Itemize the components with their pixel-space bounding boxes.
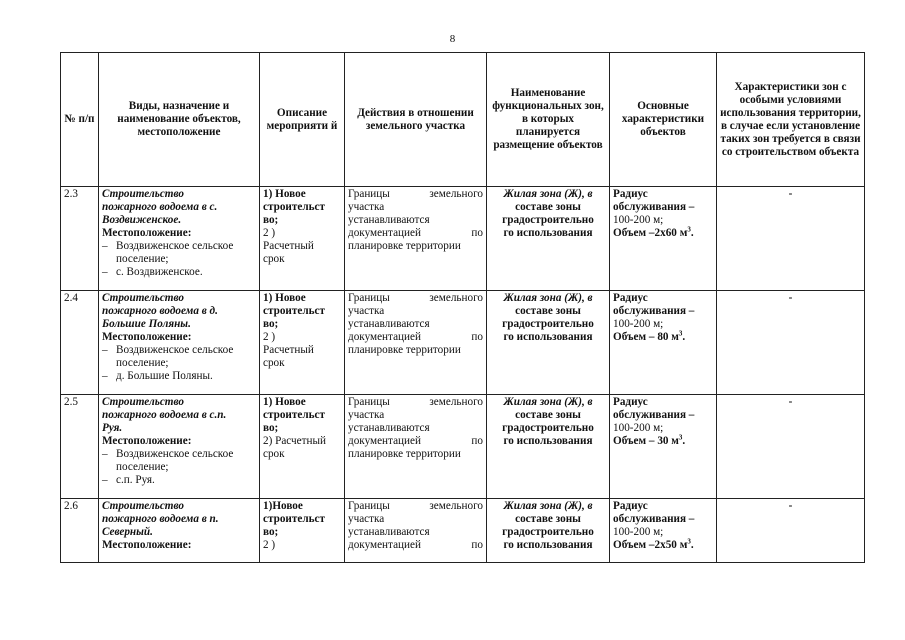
zone-line: го использования: [503, 227, 593, 239]
action-line: документацией по: [348, 435, 483, 447]
header-characteristics: Основные характеристики объектов: [610, 53, 717, 187]
action-line: документацией по: [348, 539, 483, 551]
zone-line: го использования: [503, 435, 593, 447]
action-cell: [345, 395, 487, 499]
event-line: 1) Новое: [263, 188, 306, 200]
characteristics-cell: [610, 499, 717, 563]
event-line: строительст: [263, 409, 325, 421]
event-line: во;: [263, 318, 279, 330]
special-zones-cell: [717, 395, 865, 499]
action-line: планировке территории: [348, 448, 461, 460]
zone-line: градостроительно: [502, 318, 594, 330]
row-number-cell: [61, 291, 99, 395]
location-item: [102, 266, 256, 279]
table-row: [61, 187, 865, 291]
object-name-line: Большие Поляны.: [102, 318, 191, 330]
zone-line: Жилая зона (Ж), в: [503, 188, 593, 200]
location-label: Местоположение:: [102, 539, 192, 551]
event-line: Расчетный: [263, 344, 314, 356]
special-zones-cell: [717, 291, 865, 395]
volume-unit-superscript: 3: [687, 225, 691, 234]
location-item: [102, 344, 256, 370]
row-number: 2.6: [64, 500, 78, 512]
characteristic-line: 100-200 м;: [613, 526, 664, 538]
location-item: [102, 370, 256, 383]
event-line: срок: [263, 357, 285, 369]
location-text: Воздвиженское сельское поселение;: [116, 448, 234, 473]
event-line: 1)Новое: [263, 500, 303, 512]
characteristic-line: Радиус: [613, 292, 648, 304]
dash-bullet-icon: –: [102, 448, 108, 460]
table-row: [61, 291, 865, 395]
action-line: планировке территории: [348, 344, 461, 356]
header-object: Виды, назначение и наименование объектов, местоположение: [99, 53, 260, 187]
zone-line: составе зоны: [515, 409, 581, 421]
action-line: Границы земельного: [348, 500, 483, 512]
zone-cell: [487, 395, 610, 499]
volume-label: Объем –2х50 м: [613, 539, 688, 551]
event-cell: [260, 187, 345, 291]
volume-label: Объем – 80 м: [613, 331, 679, 343]
row-number: 2.5: [64, 396, 78, 408]
volume-end: .: [682, 435, 686, 447]
object-cell: [99, 291, 260, 395]
action-line: устанавливаются: [348, 318, 430, 330]
action-cell: [345, 291, 487, 395]
event-line: 2 ): [263, 227, 276, 239]
characteristic-line: обслуживания –: [613, 201, 695, 213]
table-body: [61, 187, 865, 563]
event-line: 2) Расчетный: [263, 435, 327, 447]
dash-bullet-icon: –: [102, 266, 108, 278]
zone-line: Жилая зона (Ж), в: [503, 292, 593, 304]
volume-line: [613, 435, 713, 448]
dash-bullet-icon: –: [102, 370, 108, 382]
event-cell: [260, 499, 345, 563]
volume-unit-superscript: 3: [678, 433, 683, 442]
object-name-line: пожарного водоема в с.п.: [102, 409, 227, 421]
zone-line: составе зоны: [515, 513, 581, 525]
location-item: [102, 448, 256, 474]
object-cell: [99, 499, 260, 563]
event-line: во;: [263, 526, 279, 538]
zone-line: градостроительно: [502, 214, 594, 226]
header-special-zones: Характеристики зон с особыми условиями использования территории, в случае если установление таких зон требуется в связи со строительством объекта: [717, 53, 865, 187]
action-line: устанавливаются: [348, 526, 430, 538]
special-zones-value: -: [788, 396, 793, 408]
row-number-cell: [61, 187, 99, 291]
event-line: срок: [263, 253, 285, 265]
header-action: Действия в отношении земельного участка: [345, 53, 487, 187]
header-row: [61, 53, 865, 187]
characteristic-line: Радиус: [613, 188, 648, 200]
special-zones-cell: [717, 187, 865, 291]
object-cell: [99, 395, 260, 499]
volume-end: .: [682, 331, 686, 343]
zone-cell: [487, 291, 610, 395]
objects-table: [60, 52, 865, 563]
characteristic-line: 100-200 м;: [613, 214, 664, 226]
location-text: с. Воздвиженское.: [116, 266, 203, 278]
event-line: во;: [263, 214, 279, 226]
zone-line: го использования: [503, 331, 593, 343]
volume-line: [613, 227, 713, 240]
object-cell: [99, 187, 260, 291]
object-name-line: Воздвиженское.: [102, 214, 182, 226]
characteristic-line: обслуживания –: [613, 409, 695, 421]
event-line: 2 ): [263, 331, 276, 343]
action-line: участка: [348, 513, 385, 525]
volume-label: Объем – 30 м: [613, 435, 679, 447]
object-name-line: Строительство: [102, 500, 184, 512]
location-text: Воздвиженское сельское поселение;: [116, 344, 234, 369]
location-text: д. Большие Поляны.: [116, 370, 213, 382]
event-line: 2 ): [263, 539, 276, 551]
location-label: Местоположение:: [102, 435, 192, 447]
object-name-line: Руя.: [102, 422, 123, 434]
object-name-line: пожарного водоема в п.: [102, 513, 219, 525]
dash-bullet-icon: –: [102, 344, 108, 356]
action-line: участка: [348, 201, 385, 213]
dash-bullet-icon: –: [102, 474, 108, 486]
zone-line: составе зоны: [515, 305, 581, 317]
volume-line: [613, 539, 713, 552]
special-zones-value: -: [788, 292, 793, 304]
object-name-line: Строительство: [102, 188, 184, 200]
header-zone: Наименование функциональных зон, в которых планируется размещение объектов: [487, 53, 610, 187]
object-name-line: пожарного водоема в д.: [102, 305, 218, 317]
table-row: [61, 395, 865, 499]
characteristics-cell: [610, 187, 717, 291]
row-number: 2.4: [64, 292, 78, 304]
action-cell: [345, 187, 487, 291]
volume-unit-superscript: 3: [687, 537, 691, 546]
table-row: [61, 499, 865, 563]
action-line: документацией по: [348, 227, 483, 239]
action-line: Границы земельного: [348, 292, 483, 304]
volume-label: Объем –2х60 м: [613, 227, 688, 239]
zone-line: градостроительно: [502, 422, 594, 434]
action-line: участка: [348, 305, 385, 317]
special-zones-cell: [717, 499, 865, 563]
zone-line: градостроительно: [502, 526, 594, 538]
volume-end: .: [690, 227, 694, 239]
characteristic-line: обслуживания –: [613, 305, 695, 317]
location-label: Местоположение:: [102, 227, 192, 239]
action-cell: [345, 499, 487, 563]
event-line: во;: [263, 422, 279, 434]
action-line: устанавливаются: [348, 422, 430, 434]
page-number: 8: [449, 33, 456, 45]
action-line: Границы земельного: [348, 396, 483, 408]
event-cell: [260, 395, 345, 499]
action-line: участка: [348, 409, 385, 421]
action-line: устанавливаются: [348, 214, 430, 226]
object-name-line: Строительство: [102, 292, 184, 304]
zone-cell: [487, 499, 610, 563]
event-line: 1) Новое: [263, 396, 306, 408]
location-label: Местоположение:: [102, 331, 192, 343]
header-num: № п/п: [61, 53, 99, 187]
event-line: строительст: [263, 513, 325, 525]
row-number-cell: [61, 395, 99, 499]
characteristics-cell: [610, 291, 717, 395]
zone-line: Жилая зона (Ж), в: [503, 396, 593, 408]
location-item: [102, 240, 256, 266]
row-number-cell: [61, 499, 99, 563]
object-name-line: Северный.: [102, 526, 153, 538]
event-line: срок: [263, 448, 285, 460]
zone-line: составе зоны: [515, 201, 581, 213]
object-name-line: Строительство: [102, 396, 184, 408]
special-zones-value: -: [788, 188, 793, 200]
dash-bullet-icon: –: [102, 240, 108, 252]
zone-line: Жилая зона (Ж), в: [503, 500, 593, 512]
action-line: планировке территории: [348, 240, 461, 252]
event-line: Расчетный: [263, 240, 314, 252]
row-number: 2.3: [64, 188, 78, 200]
location-text: Воздвиженское сельское поселение;: [116, 240, 234, 265]
volume-line: [613, 331, 713, 344]
location-text: с.п. Руя.: [116, 474, 155, 486]
characteristics-cell: [610, 395, 717, 499]
characteristic-line: 100-200 м;: [613, 318, 664, 330]
event-line: строительст: [263, 201, 325, 213]
header-event: Описание мероприяти й: [260, 53, 345, 187]
event-line: 1) Новое: [263, 292, 306, 304]
object-name-line: пожарного водоема в с.: [102, 201, 218, 213]
volume-unit-superscript: 3: [678, 329, 683, 338]
characteristic-line: Радиус: [613, 396, 648, 408]
location-item: [102, 474, 256, 487]
characteristic-line: Радиус: [613, 500, 648, 512]
zone-cell: [487, 187, 610, 291]
characteristic-line: 100-200 м;: [613, 422, 664, 434]
event-cell: [260, 291, 345, 395]
special-zones-value: -: [788, 500, 793, 512]
zone-line: го использования: [503, 539, 593, 551]
volume-end: .: [690, 539, 694, 551]
action-line: Границы земельного: [348, 188, 483, 200]
characteristic-line: обслуживания –: [613, 513, 695, 525]
event-line: строительст: [263, 305, 325, 317]
action-line: документацией по: [348, 331, 483, 343]
